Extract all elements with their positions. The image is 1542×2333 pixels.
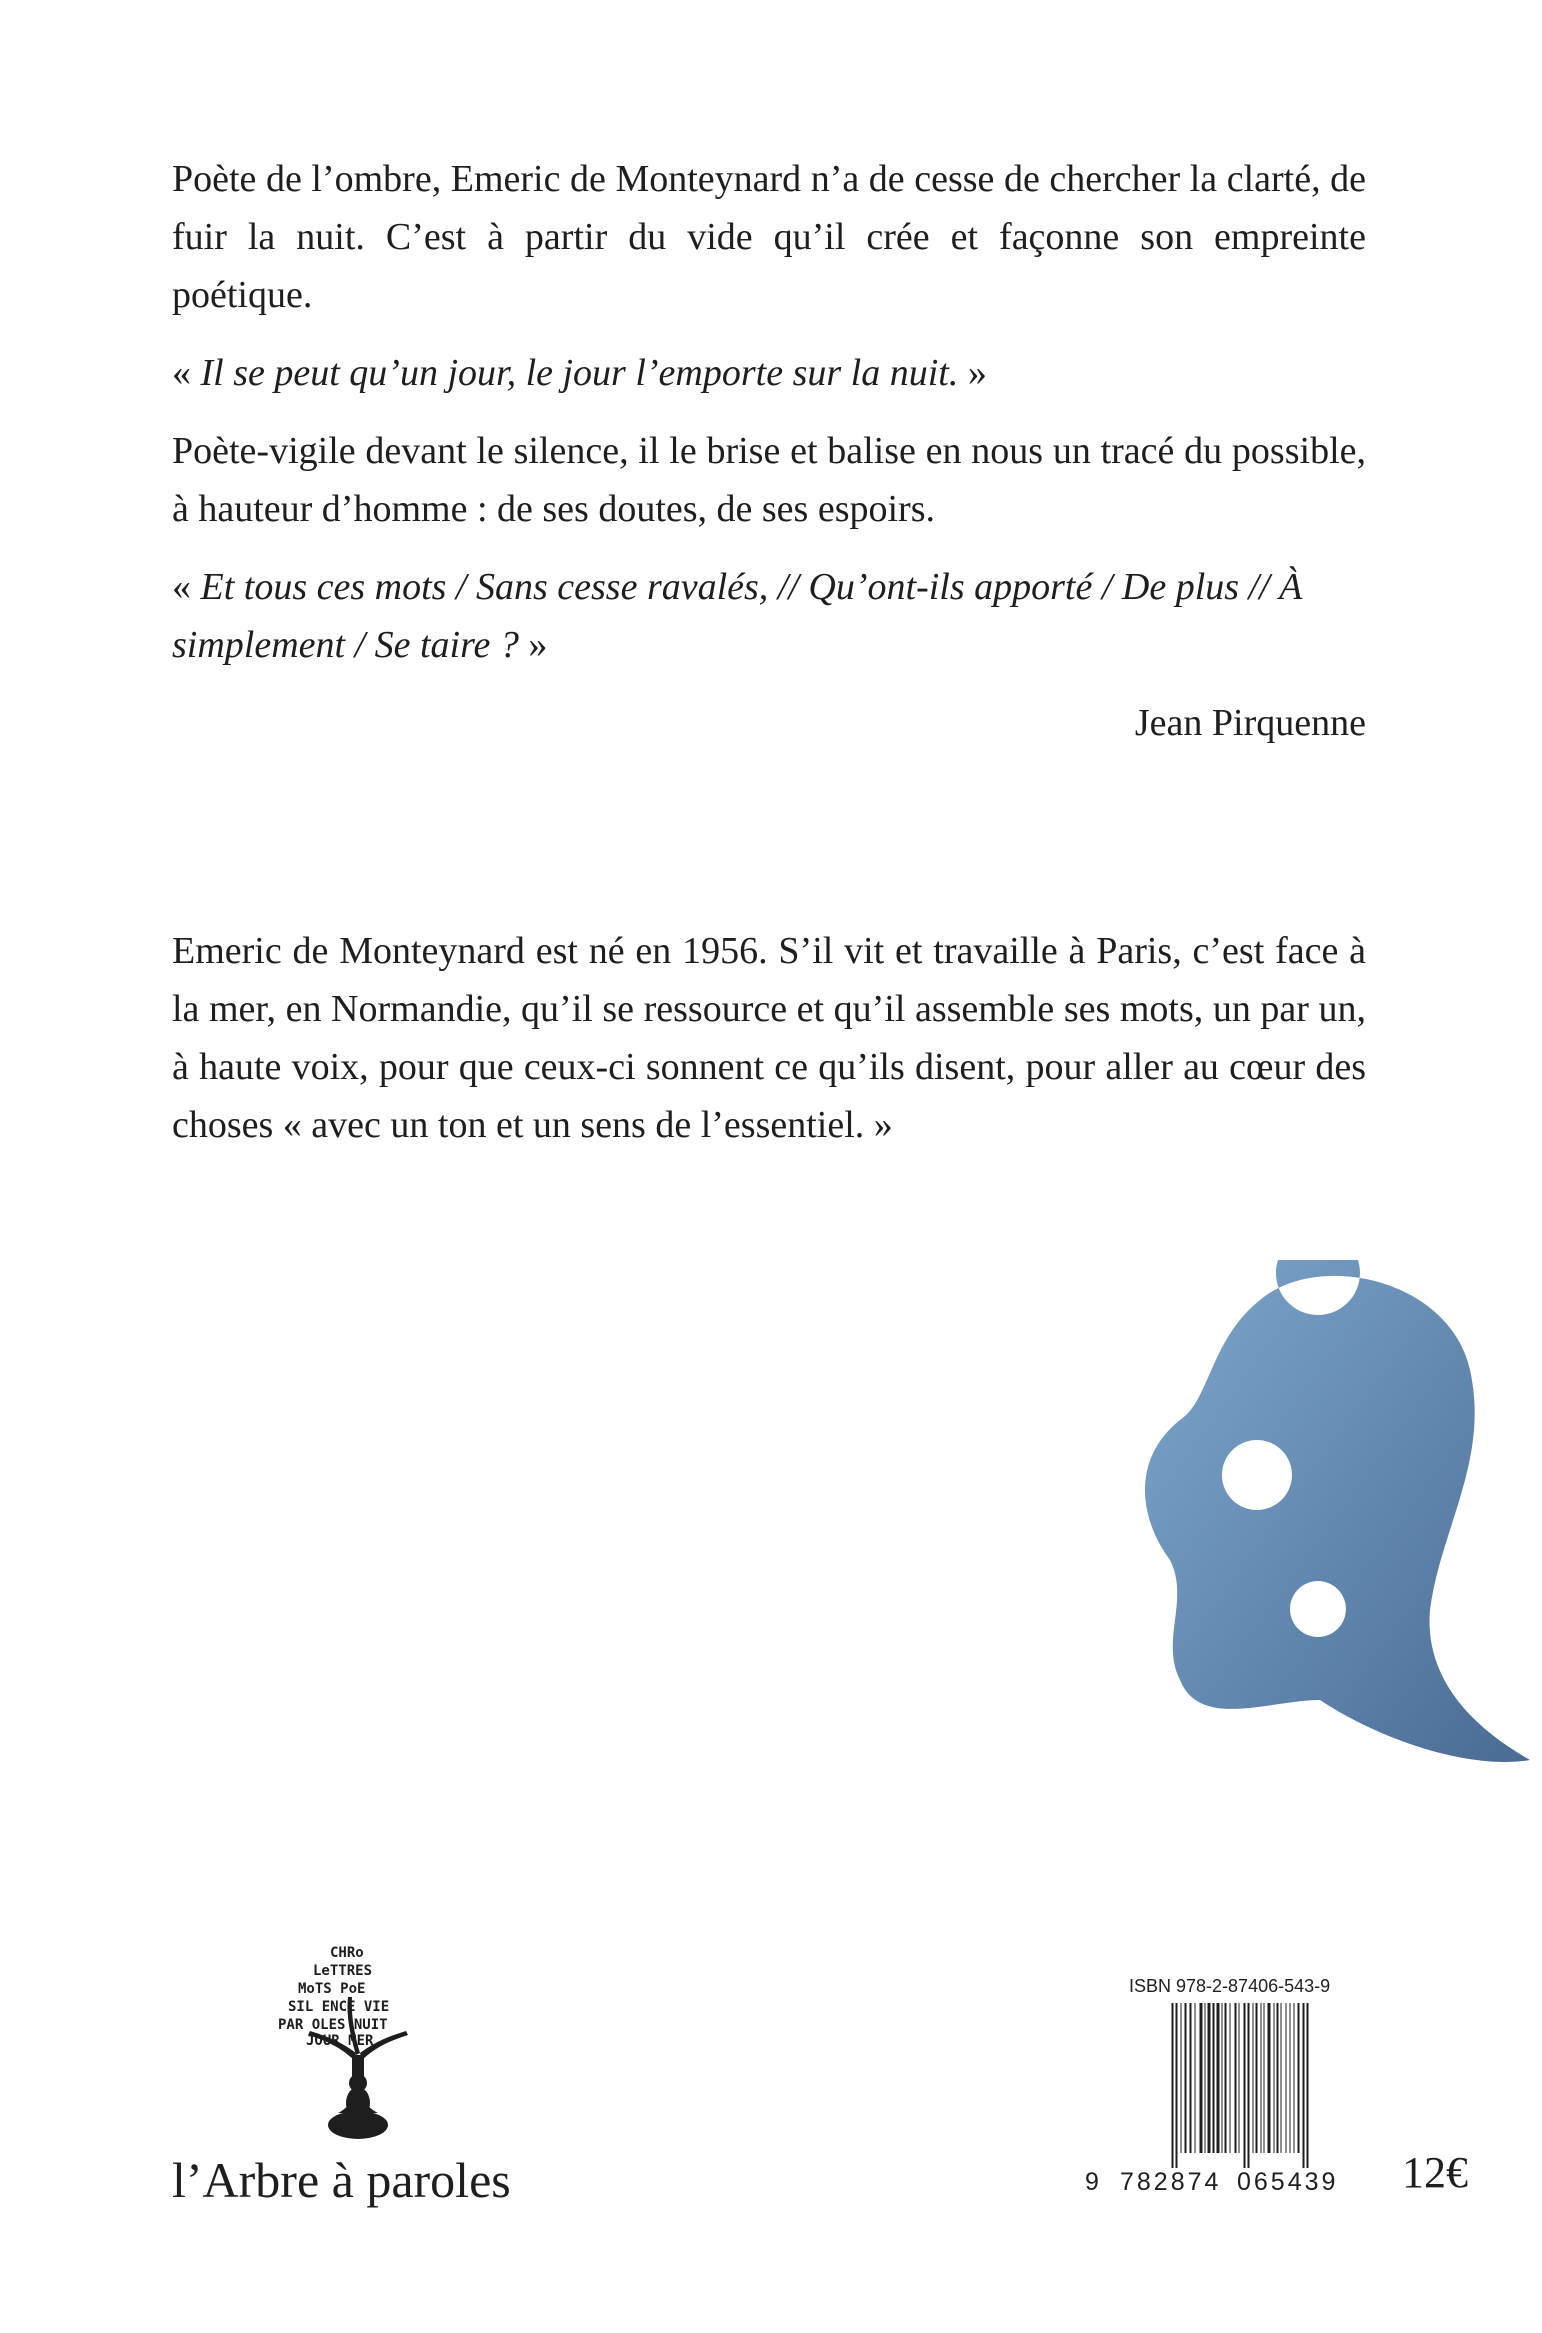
barcode-bar <box>1185 2003 1187 2153</box>
speech-bubble-blob-icon <box>1120 1260 1540 1780</box>
barcode-bar <box>1261 2003 1262 2153</box>
barcode-bar <box>1303 2003 1305 2168</box>
barcode-bar <box>1290 2003 1291 2153</box>
blurb-quote-1: « Il se peut qu’un jour, le jour l’emporte sur la nuit. » <box>172 352 987 394</box>
barcode-bar <box>1205 2003 1206 2153</box>
barcode-bar <box>1286 2003 1287 2153</box>
author-bio <box>172 922 1366 1174</box>
quote-1-text: Il se peut qu’un jour, le jour l’emporte sur la nuit. <box>200 352 959 394</box>
barcode-bar <box>1264 2003 1265 2153</box>
barcode-bar <box>1274 2003 1275 2153</box>
barcode-bar <box>1239 2003 1240 2153</box>
barcode-bar <box>1298 2003 1300 2153</box>
barcode-bar <box>1225 2003 1227 2153</box>
barcode-bar <box>1213 2003 1215 2153</box>
tree-of-letters-icon <box>268 1935 448 2145</box>
svg-text:LeTTRES: LeTTRES <box>313 1963 373 1979</box>
barcode-bars <box>1110 2003 1370 2168</box>
quote-2-text: Et tous ces mots / Sans cesse ravalés, // Qu’ont-ils apporté / De plus // À simplement / Se taire ? <box>172 566 1303 666</box>
blurb-paragraph-1: Poète de l’ombre, Emeric de Monteynard n’a de cesse de chercher la clarté, de fuir la nuit. C’est à partir du vide qu’il crée et façonne son empreinte poétique. <box>172 158 1366 316</box>
barcode-bar <box>1235 2003 1237 2153</box>
barcode-bar <box>1181 2003 1182 2153</box>
svg-text:MoTS PoE: MoTS PoE <box>298 1981 366 1997</box>
barcode-bar <box>1200 2003 1203 2153</box>
barcode-bar <box>1176 2003 1178 2168</box>
back-cover-blurb <box>172 150 1366 772</box>
barcode-bar <box>1222 2003 1223 2153</box>
barcode-bar <box>1253 2003 1254 2153</box>
svg-text:JOUR MER: JOUR MER <box>306 2033 374 2049</box>
barcode-first-digit: 9 <box>1085 2168 1099 2196</box>
blurb-paragraph-2: Poète-vigile devant le silence, il le brise et balise en nous un tracé du possible, à hauteur d’homme : de ses doutes, de ses espoirs. <box>172 430 1366 530</box>
svg-text:SIL ENCE VIE: SIL ENCE VIE <box>288 1999 390 2015</box>
barcode-bar <box>1248 2003 1250 2168</box>
svg-text:CHRo: CHRo <box>330 1945 364 1961</box>
barcode-bar <box>1195 2003 1196 2153</box>
barcode-bar <box>1190 2003 1192 2153</box>
author-bio-text: Emeric de Monteynard est né en 1956. S’il vit et travaille à Paris, c’est face à la mer, en Normandie, qu’il se ressource et qu’il assemble ses mots, un par un, à haute voix, pour que ceux-ci sonnent ce qu’ils disent, pour aller au cœur des choses « avec un ton et un sens de l’essentiel. » <box>172 930 1366 1146</box>
barcode-right-digits: 065439 <box>1237 2168 1339 2196</box>
barcode-bar <box>1277 2003 1279 2153</box>
barcode-bar <box>1208 2003 1211 2153</box>
blurb-quote-2: « Et tous ces mots / Sans cesse ravalés, // Qu’ont-ils apporté / De plus // À simplement / Se taire ? » <box>172 566 1303 666</box>
price-label: 12€ <box>1402 2148 1468 2197</box>
barcode-bar <box>1217 2003 1220 2153</box>
barcode-bar <box>1307 2003 1309 2168</box>
barcode-bar <box>1230 2003 1231 2153</box>
barcode-left-digits: 782874 <box>1120 2168 1222 2196</box>
barcode-bar <box>1256 2003 1258 2153</box>
publisher-name: l’Arbre à paroles <box>172 2152 511 2208</box>
barcode-bar <box>1281 2003 1282 2153</box>
barcode-bar <box>1244 2003 1246 2168</box>
barcode-bar <box>1268 2003 1271 2153</box>
barcode-bar <box>1172 2003 1174 2168</box>
svg-text:PAR OLES NUIT: PAR OLES NUIT <box>278 2017 388 2033</box>
barcode-bar <box>1294 2003 1295 2153</box>
isbn-label: ISBN 978-2-87406-543-9 <box>1129 1976 1331 1996</box>
blurb-signature: Jean Pirquenne <box>1134 702 1366 744</box>
